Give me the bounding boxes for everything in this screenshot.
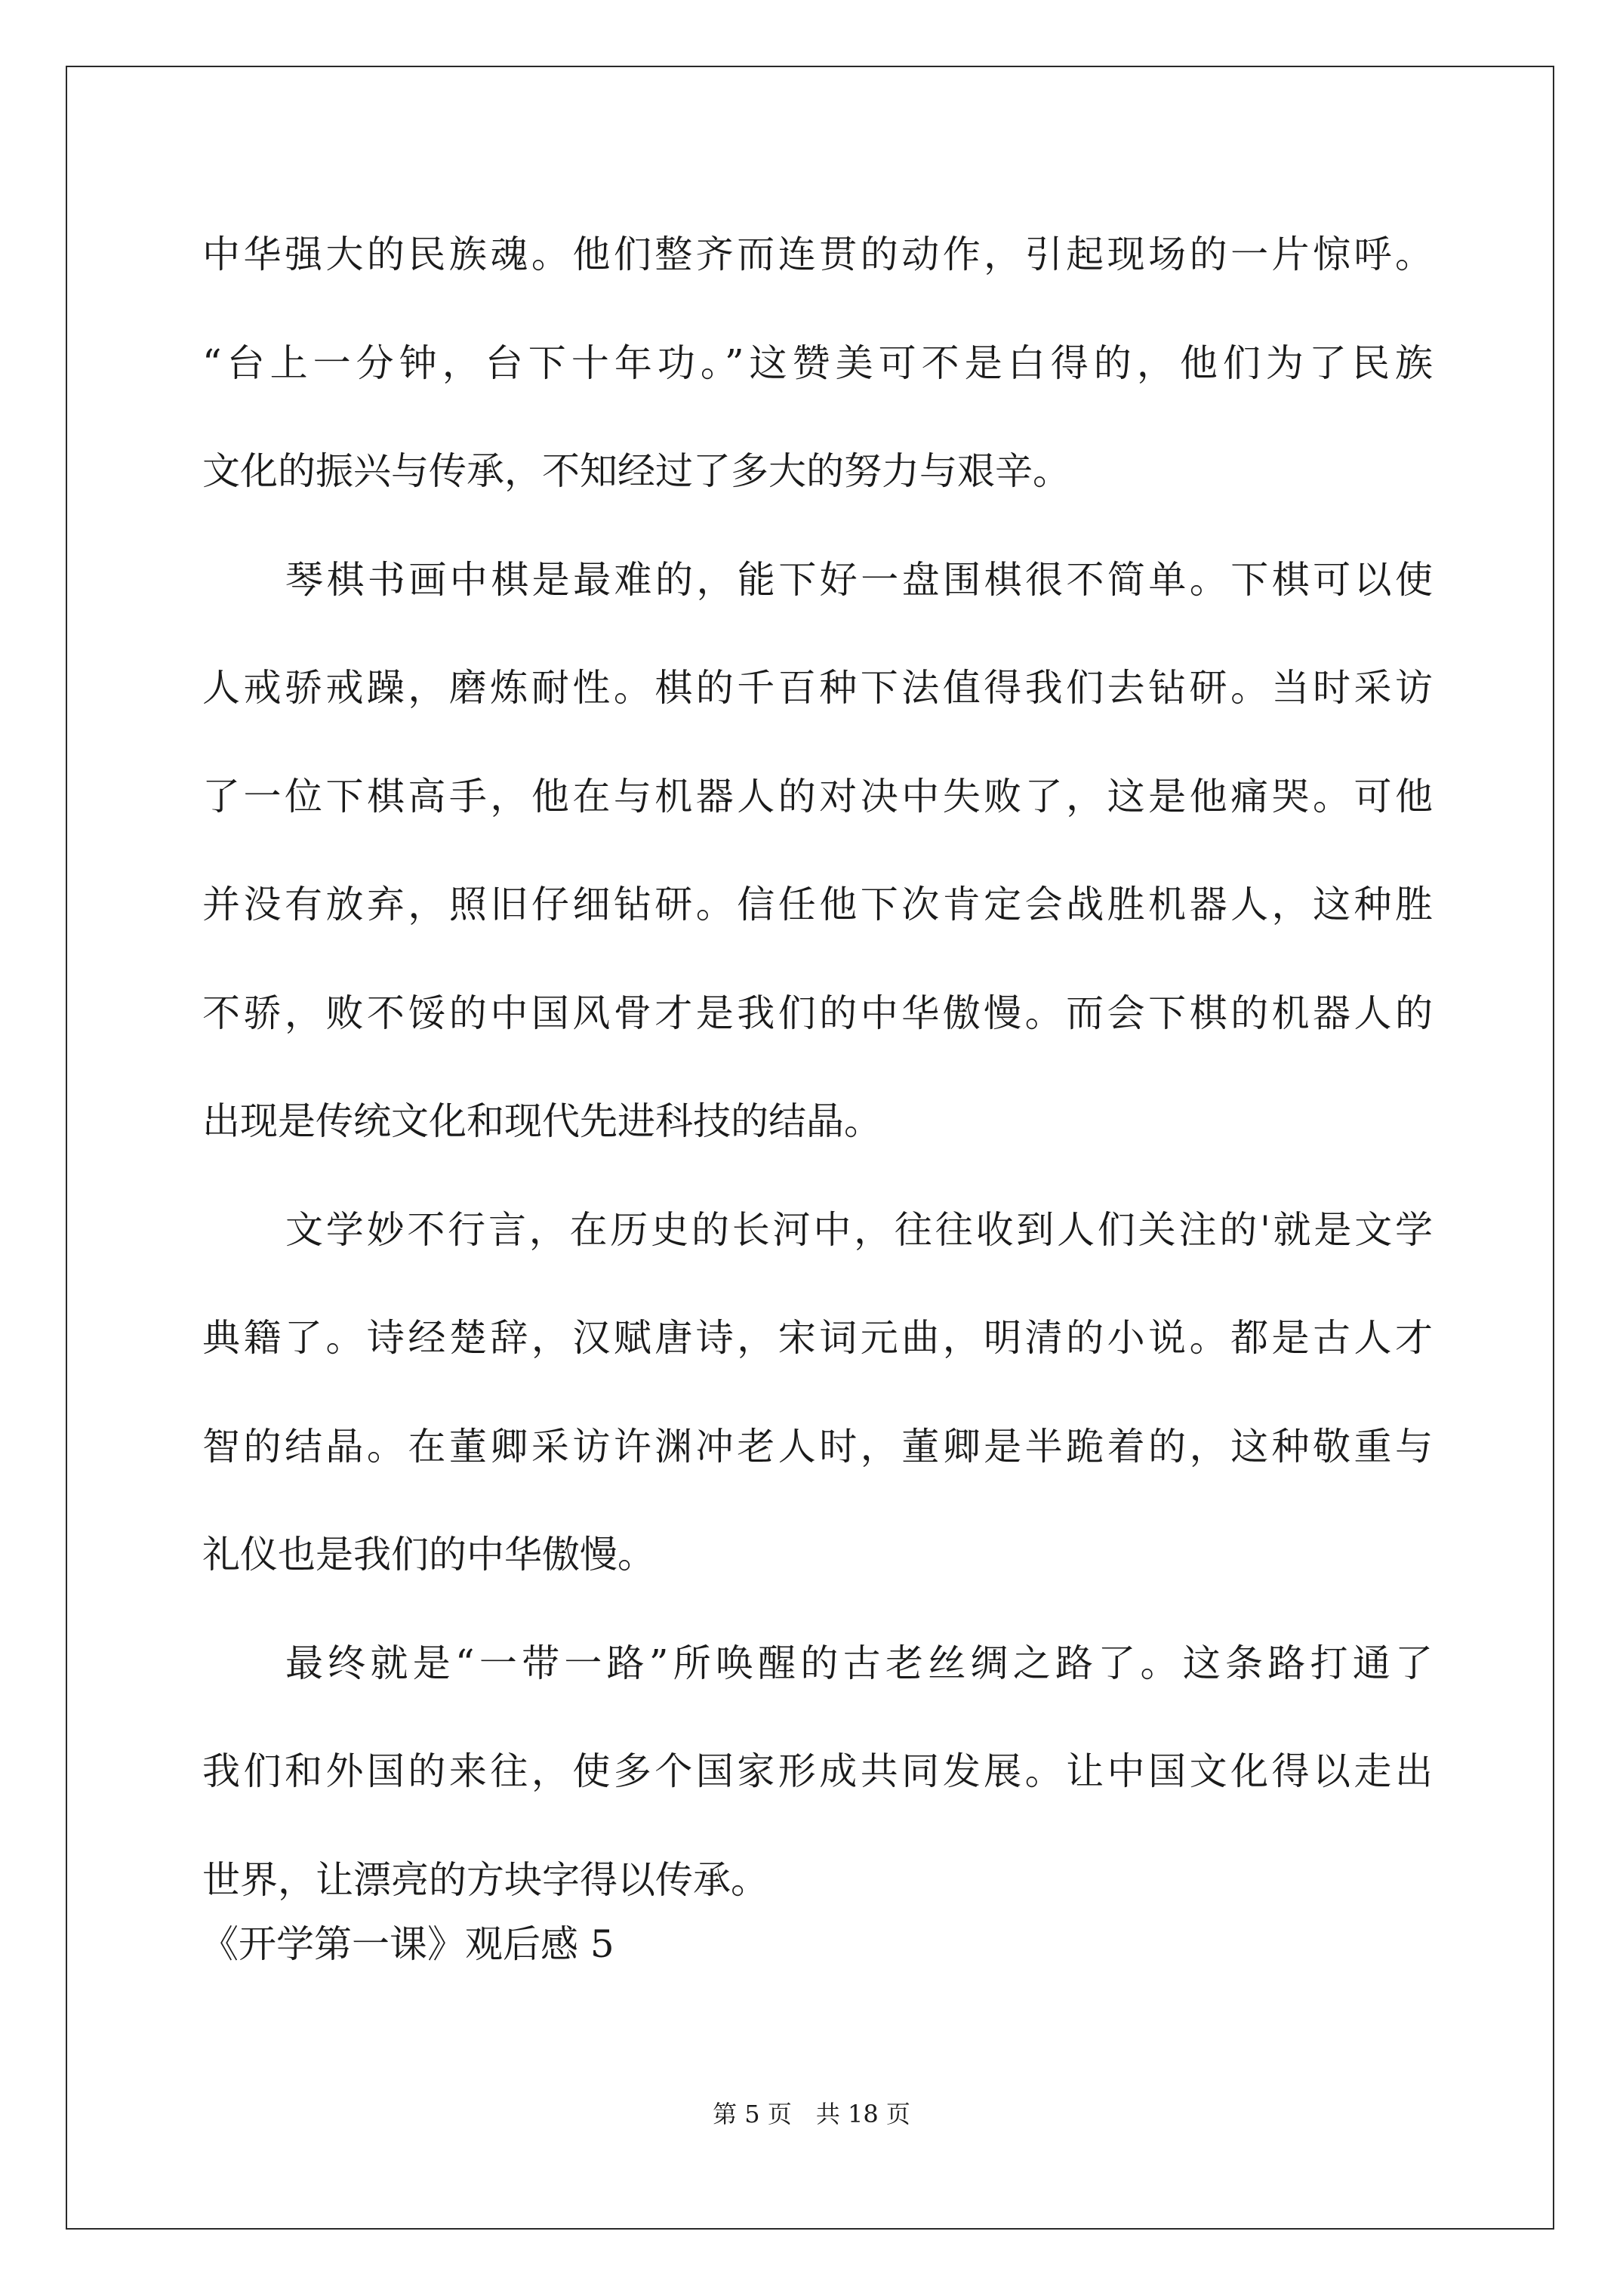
paragraph-line: 中华强大的民族魂。他们整齐而连贯的动作，引起现场的一片惊呼。 [202,233,1433,276]
paragraph-line: 琴棋书画中棋是最难的，能下好一盘围棋很不简单。下棋可以使 [285,557,1433,602]
paragraph-line: 智的结晶。在董卿采访许渊冲老人时，董卿是半跪着的，这种敬重与 [202,1424,1433,1469]
paragraph-line: 人戒骄戒躁，磨炼耐性。棋的千百种下法值得我们去钻研。当时采访 [202,666,1433,710]
paragraph-line: 礼仪也是我们的中华傲慢。 [202,1533,655,1576]
body-text [202,201,1433,1934]
paragraph-line: 文化的振兴与传承，不知经过了多大的努力与艰辛。 [202,449,1070,493]
paragraph-line: 出现是传统文化和现代先进科技的结晶。 [202,1099,882,1143]
paragraph-line: 我们和外国的来往，使多个国家形成共同发展。让中国文化得以走出 [202,1749,1433,1793]
page-footer: 第 5 页 共 18 页 [713,2100,910,2128]
section-heading: 《开学第一课》观后感 5 [201,1922,614,1966]
paragraph-line: 了一位下棋高手，他在与机器人的对决中失败了，这是他痛哭。可他 [202,774,1433,818]
paragraph-line: “台上一分钟，台下十年功。”这赞美可不是白得的，他们为了民族 [202,341,1433,385]
paragraph-line: 典籍了。诗经楚辞，汉赋唐诗，宋词元曲，明清的小说。都是古人才 [202,1316,1433,1360]
paragraph-line: 最终就是“一带一路”所唤醒的古老丝绸之路了。这条路打通了 [285,1641,1433,1685]
paragraph-line: 并没有放弃，照旧仔细钻研。信任他下次肯定会战胜机器人，这种胜 [202,883,1433,926]
paragraph-line: 世界，让漂亮的方块字得以传承。 [202,1857,768,1902]
paragraph-line: 文学妙不行言，在历史的长河中，往往收到人们关注的'就是文学 [285,1207,1433,1252]
paragraph-line: 不骄，败不馁的中国风骨才是我们的中华傲慢。而会下棋的机器人的 [202,991,1433,1035]
